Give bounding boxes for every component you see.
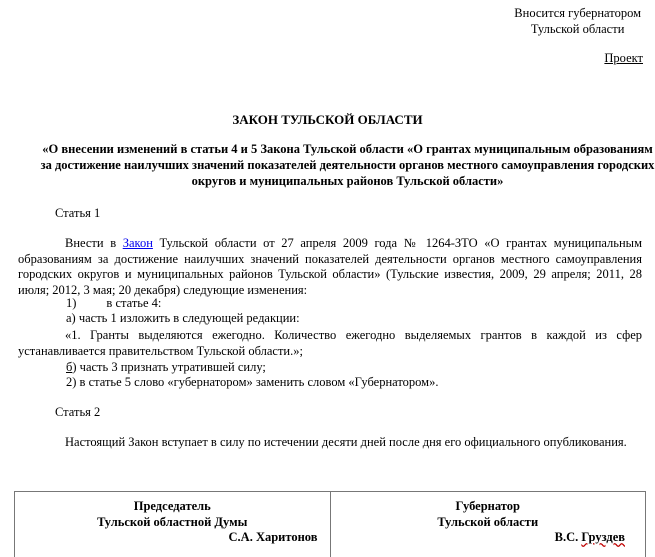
item1 (66, 296, 161, 311)
submitted-by-line2: Тульской области (530, 22, 625, 36)
right-name-surname: Груздев (581, 530, 625, 544)
right-signatory-name (555, 529, 625, 545)
signature-right-title (331, 498, 646, 530)
left-signatory-name: С.А. Харитонов (228, 530, 318, 544)
item1-text: в статье 4: (106, 296, 162, 310)
project-label: Проект (604, 51, 643, 65)
article1-prefix: Внести в (65, 236, 123, 250)
item-a-quote: «1. Гранты выделяются ежегодно. Количество ежегодно выделяемых грантов в каждой из сфер устанавливается правительством Тульской области.»; (18, 328, 642, 358)
article1-paragraph (18, 236, 642, 298)
item1-number: 1) (66, 296, 77, 310)
submitted-by-note (514, 5, 641, 37)
submitted-by-line1: Вносится губернатором (514, 6, 641, 20)
right-title-line2: Тульской области (437, 515, 539, 529)
right-title-line1: Губернатор (455, 499, 520, 513)
item-a: а) часть 1 изложить в следующей редакции: (66, 311, 300, 325)
item-b-letter: б (66, 360, 73, 374)
law-link[interactable]: Закон (122, 236, 153, 250)
left-title-line1: Председатель (133, 499, 211, 513)
article2-text: Настоящий Закон вступает в силу по истечении десяти дней после дня его официального опубликования. (65, 435, 627, 449)
signature-left (15, 492, 331, 557)
law-subtitle: «О внесении изменений в статьи 4 и 5 Закона Тульской области «О грантах муниципальным образованиям за достижение наилучших значений показателей деятельности органов местного самоуправления городских округов и муниципальных районов Тульской области» (40, 142, 655, 188)
item2: 2) в статье 5 слово «губернатором» заменить словом «Губернатором». (66, 375, 439, 389)
article1-body: Тульской области от 27 апреля 2009 года № 1264-ЗТО «О грантах муниципальным образованиям за достижение наилучших значений показателей деятельности органов местного самоуправления городских округов и муниципальных районов Тульской области» (Тульские известия, 2009, 29 апреля; 2011, 28 июля; 2012, 3 мая; 20 декабря) следующие изменения: (18, 236, 642, 297)
signature-table (14, 491, 646, 557)
item-b-text: ) часть 3 признать утратившей силу; (72, 360, 266, 374)
right-name-initials: В.С. (554, 530, 582, 544)
signature-right (331, 492, 646, 557)
article2-heading: Статья 2 (55, 405, 101, 419)
item-b (66, 360, 266, 375)
law-title: ЗАКОН ТУЛЬСКОЙ ОБЛАСТИ (232, 112, 423, 127)
article1-heading: Статья 1 (55, 206, 101, 220)
signature-left-title (15, 498, 330, 530)
left-title-line2: Тульской областной Думы (97, 515, 248, 529)
